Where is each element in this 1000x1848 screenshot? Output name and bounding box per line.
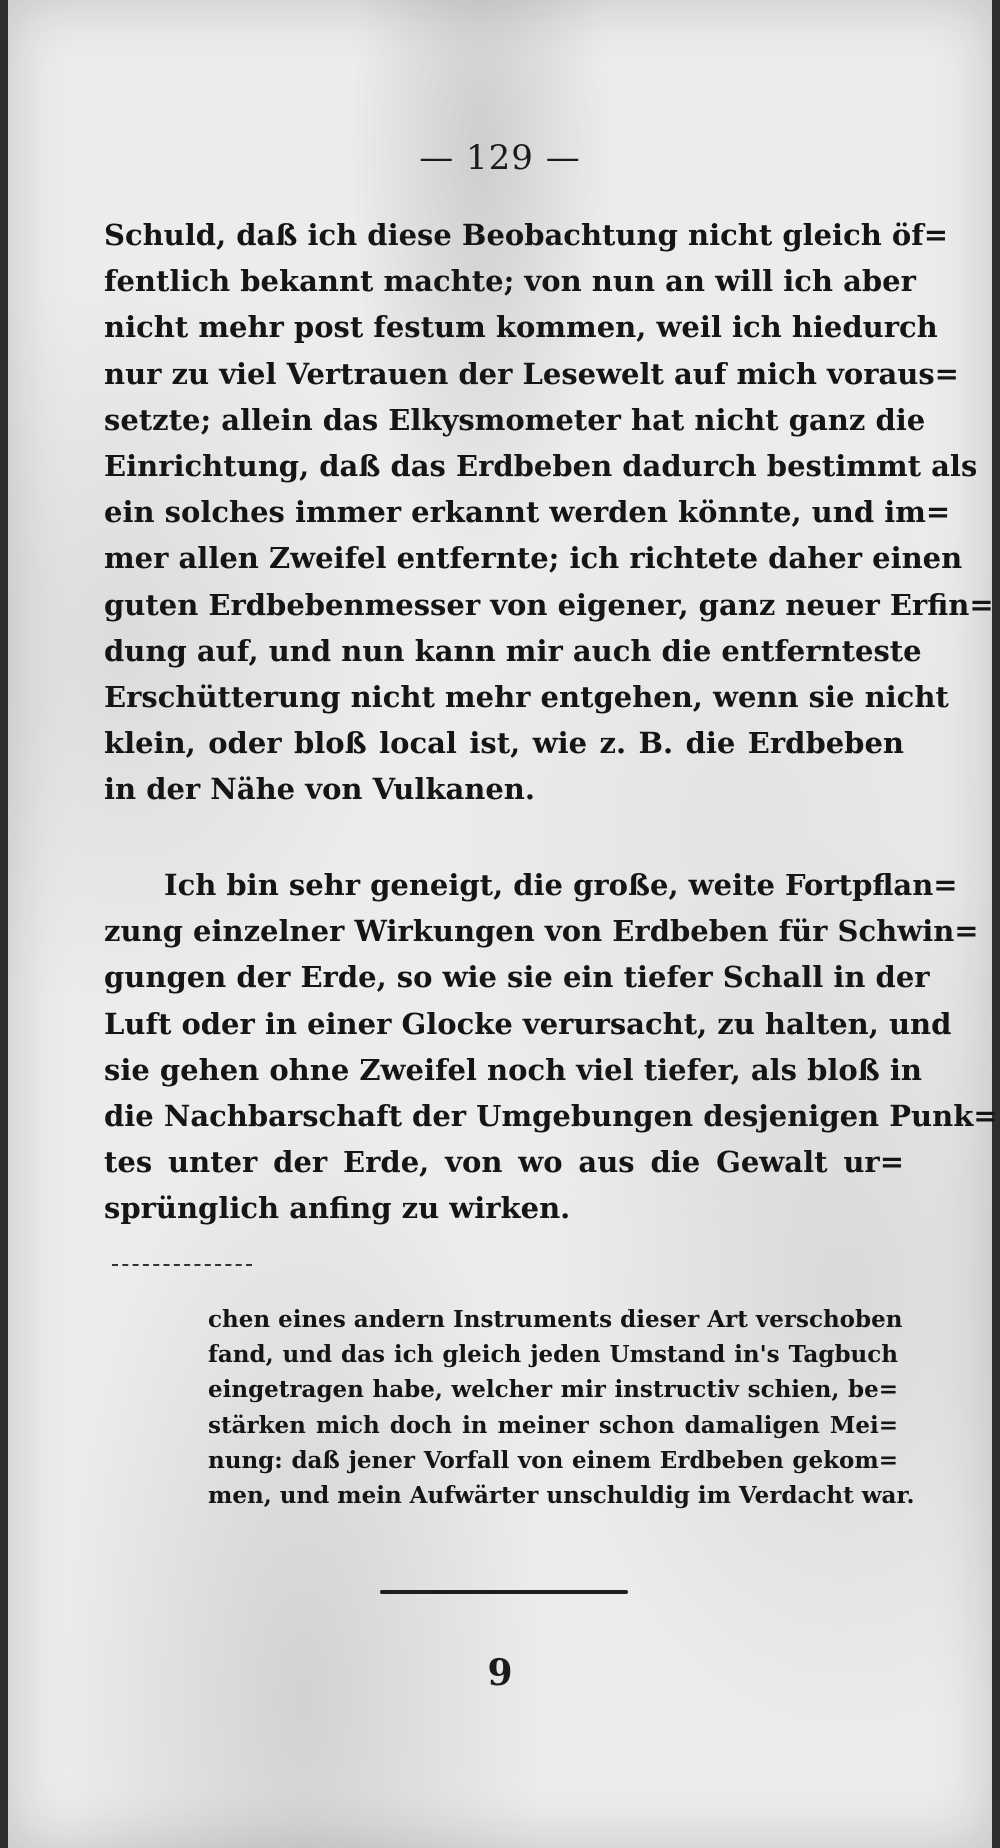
book-page [8, 0, 998, 1848]
text-line: setzte; allein das Elkysmometer hat nicht ganz die [104, 402, 926, 437]
text-line: Schuld, daß ich diese Beobachtung nicht gleich öf= [104, 218, 949, 252]
text-line: Ich bin sehr geneigt, die große, weite Fortpflan= [164, 868, 958, 902]
text-line: guten Erdbebenmesser von eigener, ganz neuer Erfin= [104, 587, 994, 622]
text-line: tes unter der Erde, von wo aus die Gewalt ur= [104, 1145, 904, 1180]
page-number: — 129 — [419, 138, 581, 178]
footnote-line: chen eines andern Instruments dieser Art verschoben [208, 1306, 903, 1333]
text-line: klein, oder bloß local ist, wie z. B. die Erdbeben [104, 726, 904, 761]
signature-mark: 9 [487, 1652, 513, 1694]
text-line: zung einzelner Wirkungen von Erdbeben für Schwin= [104, 914, 979, 949]
text-line: in der Nähe von Vulkanen. [104, 772, 535, 807]
text-line: Erschütterung nicht mehr entgehen, wenn sie nicht [104, 679, 949, 714]
text-line: mer allen Zweifel entfernte; ich richtete daher einen [104, 541, 963, 576]
footnote-line: nung: daß jener Vorfall von einem Erdbeben gekom= [208, 1446, 898, 1474]
end-rule [380, 1590, 628, 1594]
footnote-line: stärken mich doch in meiner schon damaligen Mei= [208, 1411, 898, 1439]
text-line: nur zu viel Vertrauen der Lesewelt auf mich voraus= [104, 356, 959, 391]
text-line: Luft oder in einer Glocke verursacht, zu halten, und [104, 1006, 952, 1041]
footnote-line: fand, und das ich gleich jeden Umstand in's Tagbuch [208, 1341, 898, 1369]
text-line: sprünglich anfing zu wirken. [104, 1191, 571, 1226]
text-line: sie gehen ohne Zweifel noch viel tiefer, als bloß in [104, 1052, 922, 1087]
text-line: nicht mehr post festum kommen, weil ich hiedurch [104, 310, 938, 345]
paragraph-1 [104, 212, 994, 812]
footnote-divider [112, 1264, 252, 1266]
text-line: gungen der Erde, so wie sie ein tiefer Schall in der [104, 960, 930, 995]
footnote-line: men, und mein Aufwärter unschuldig im Verdacht war. [208, 1481, 915, 1509]
paragraph-2 [104, 862, 998, 1232]
footnote [208, 1302, 915, 1513]
text-line: dung auf, und nun kann mir auch die entfernteste [104, 633, 922, 668]
footnote-line: eingetragen habe, welcher mir instructiv schien, be= [208, 1376, 898, 1404]
text-line: fentlich bekannt machte; von nun an will ich aber [104, 264, 916, 299]
text-line: die Nachbarschaft der Umgebungen desjenigen Punk= [104, 1098, 998, 1133]
text-line: Einrichtung, daß das Erdbeben dadurch bestimmt als [104, 448, 978, 483]
text-line: ein solches immer erkannt werden könnte, und im= [104, 495, 951, 530]
